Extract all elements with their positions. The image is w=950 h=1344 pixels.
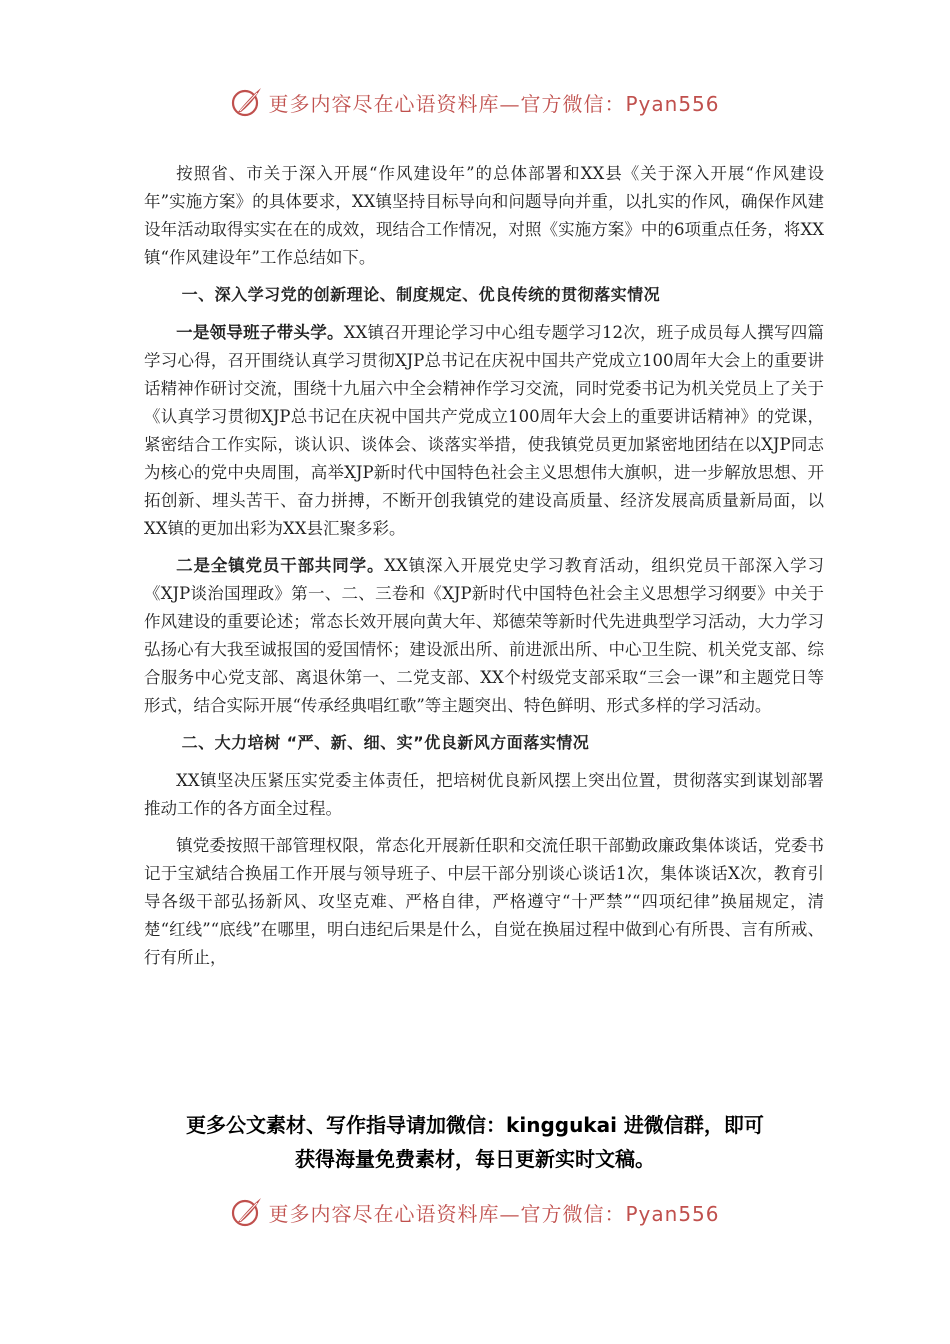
promo-line-2: 获得海量免费素材，每日更新实时文稿。 xyxy=(295,1147,655,1171)
section1-heading: 一、深入学习党的创新理论、制度规定、优良传统的贯彻落实情况 xyxy=(181,285,661,304)
promo-line-1: 更多公文素材、写作指导请加微信：kinggukai 进微信群，即可 xyxy=(186,1113,764,1137)
section1-item1-body: XX镇召开理论学习中心组专题学习12次，班子成员每人撰写四篇学习心得，召开围绕认真学习贯彻XJP总书记在庆祝中国共产党成立100周年大会上的重要讲话精神作研讨交流，围绕十九届六中全会精神作学习交流，同时党委书记为机关党员上了关于《认真学习贯彻XJP总书记在庆祝中国共产党成立100周年大会上的重要讲话精神》的党课，紧密结合工作实际，谈认识、谈体会、谈落实举措，使我镇党员更加紧密地团结在以XJP同志为核心的党中央周围，高举XJP新时代中国特色社会主义思想伟大旗帜，进一步解放思想、开拓创新、埋头苦干、奋力拼搏，不断开创我镇党的建设高质量、经济发展高质量新局面，以XX镇的更加出彩为XX县汇聚多彩。 xyxy=(144,323,824,538)
header-banner xyxy=(0,82,950,122)
section2-paragraph-1: XX镇坚决压紧压实党委主体责任，把培树优良新风摆上突出位置，贯彻落实到谋划部署推动工作的各方面全过程。 xyxy=(144,771,824,818)
promo-notice xyxy=(0,1108,950,1176)
footer-banner xyxy=(0,1192,950,1232)
section1-item2-lead: 二是全镇党员干部共同学。 xyxy=(176,556,385,575)
feather-pen-logo-icon xyxy=(230,1195,264,1229)
section1-item1-lead: 一是领导班子带头学。 xyxy=(176,323,344,342)
section2-heading: 二、大力培树 “严、新、细、实”优良新风方面落实情况 xyxy=(181,733,590,752)
intro-paragraph: 按照省、市关于深入开展“作风建设年”的总体部署和XX县《关于深入开展“作风建设年”实施方案》的具体要求，XX镇坚持目标导向和问题导向并重，以扎实的作风，确保作风建设年活动取得实实在在的成效，现结合工作情况，对照《实施方案》中的6项重点任务，将XX镇“作风建设年”工作总结如下。 xyxy=(144,164,824,267)
section1-item2-body: XX镇深入开展党史学习教育活动，组织党员干部深入学习《XJP谈治国理政》第一、二、三卷和《XJP新时代中国特色社会主义思想学习纲要》中关于作风建设的重要论述；常态长效开展向黄大年、郑德荣等新时代先进典型学习活动，大力学习弘扬心有大我至诚报国的爱国情怀；建设派出所、前进派出所、中心卫生院、机关党支部、综合服务中心党支部、离退休第一、二党支部、XX个村级党支部采取“三会一课”和主题党日等形式，结合实际开展“传承经典唱红歌”等主题突出、特色鲜明、形式多样的学习活动。 xyxy=(144,556,824,715)
section2-paragraph-2: 镇党委按照干部管理权限，常态化开展新任职和交流任职干部勤政廉政集体谈话，党委书记于宝斌结合换届工作开展与领导班子、中层干部分别谈心谈话1次，集体谈话X次，教育引导各级干部弘扬新风、攻坚克难、严格自律，严格遵守“十严禁”“四项纪律”换届规定，清楚“红线”“底线”在哪里，明白违纪后果是什么，自觉在换届过程中做到心有所畏、言有所戒、行有所止， xyxy=(144,836,824,967)
section1-item1-paragraph xyxy=(144,319,824,543)
section1-item2-paragraph xyxy=(144,552,824,720)
banner-text: 更多内容尽在心语资料库—官方微信：Pyan556 xyxy=(268,1201,720,1226)
banner-text: 更多内容尽在心语资料库—官方微信：Pyan556 xyxy=(268,91,720,116)
document-body xyxy=(144,160,824,981)
feather-pen-logo-icon xyxy=(230,85,264,119)
